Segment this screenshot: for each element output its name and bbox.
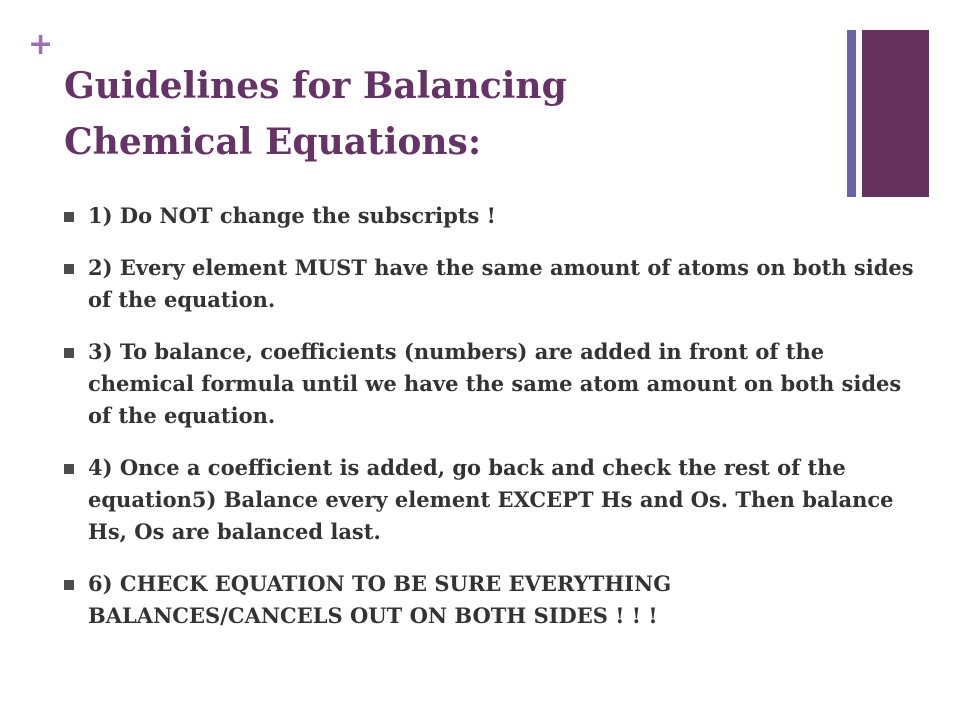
- bullet-item-4: [62, 452, 922, 548]
- bullet-list: [62, 200, 922, 652]
- bullet-item-3: [62, 336, 922, 432]
- square-bullet-icon: [64, 348, 74, 358]
- plus-icon: +: [28, 27, 54, 62]
- square-bullet-icon: [64, 212, 74, 222]
- bullet-text: 1) Do NOT change the subscripts !: [88, 203, 496, 228]
- square-bullet-icon: [64, 264, 74, 274]
- bullet-item-1: [62, 200, 922, 232]
- square-bullet-icon: [64, 464, 74, 474]
- decorative-bar-thin: [847, 30, 856, 197]
- bullet-text: 4) Once a coefficient is added, go back and check the rest of the equation5) Balance every element EXCEPT Hs and Os. Then balance Hs, Os are balanced last.: [88, 455, 894, 544]
- bullet-item-5: [62, 568, 922, 632]
- bullet-text: 6) CHECK EQUATION TO BE SURE EVERYTHING BALANCES/CANCELS OUT ON BOTH SIDES ! ! !: [88, 571, 672, 628]
- square-bullet-icon: [64, 580, 74, 590]
- bullet-text: 2) Every element MUST have the same amount of atoms on both sides of the equation.: [88, 255, 914, 312]
- title-line-1: Guidelines for Balancing: [64, 65, 567, 107]
- bullet-item-2: [62, 252, 922, 316]
- bullet-text: 3) To balance, coefficients (numbers) are added in front of the chemical formula until we have the same atom amount on both sides of the equation.: [88, 339, 902, 428]
- decorative-bar-thick: [862, 30, 929, 197]
- title-line-2: Chemical Equations:: [64, 121, 482, 163]
- slide-title: [64, 58, 824, 170]
